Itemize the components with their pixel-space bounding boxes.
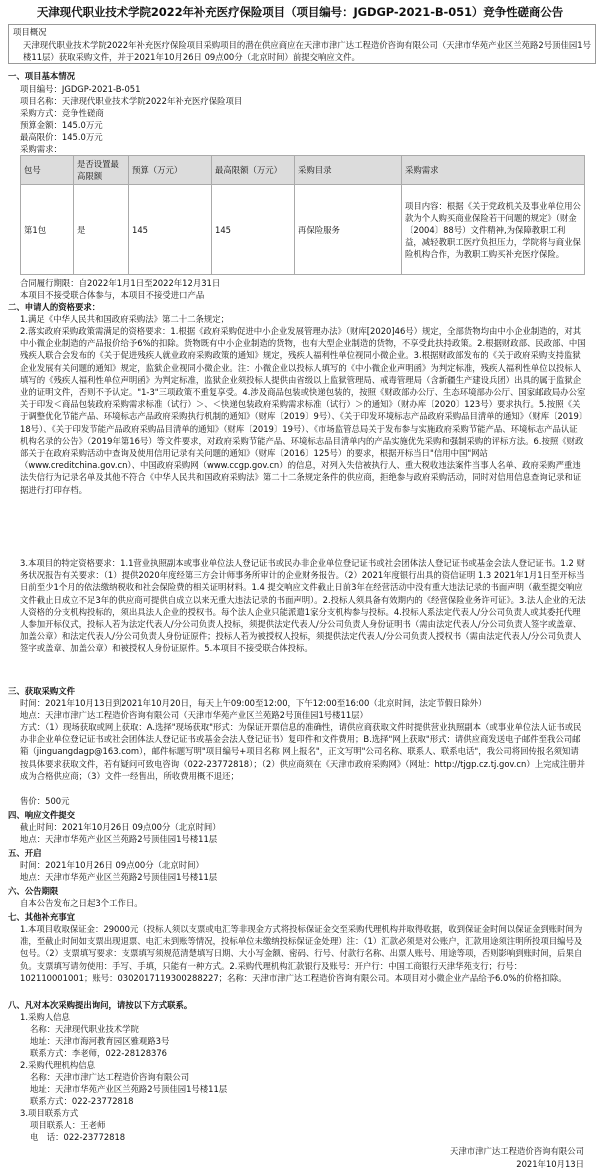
table-row (21, 185, 585, 275)
purchaser-contact: 联系方式：李老师，022-28128376 (30, 1048, 168, 1058)
col-package: 包号 (21, 156, 74, 185)
submission-deadline: 截止时间：2021年10月26日 09点00分（北京时间） (20, 822, 221, 832)
cell-catalog: 再保险服务 (295, 185, 402, 275)
section7-heading: 七、其他补充事宜 (8, 912, 75, 922)
cell-has-limit: 是 (74, 185, 129, 275)
qualification-3: 3.本项目的特定资格要求：1.1营业执照副本或事业单位法人登记证书或民办非企业单位登记证书或社会团体法人登记证书或基金会法人登记证书。1.2 财务状况报告有关要求：（1）提供2020年度经第三方会计师事务所审计的企业财务报告。（2）2021年度银行出具的资信证明 1.3 2021年1月1日至开标当日前至少1个月的依法缴纳税收和社会保险费的相关证明材料。1.4 提交响应文件截止日前3年在经营活动中没有重大违法记录的书面声明（截至提交响应文件截止日成立不足3年的供应商可提供自成立以来无重大违法记录的书面声明）。2.投标人须具备有效期内的《经营保险业务许可证》。3.法人企业的无法人资格的分支机构投标的，须出具法人企业的授权书。每个法人企业只能派遣1家分支机构参与投标。4.投标人系法定代表人/分公司负责人或其委托代理人参加开标仪式，投标人若为法定代表人/分公司负责人投标，须提供法定代表人/分公司负责人身份证明书（需由法定代表人/分公司负责人签字或盖章、加盖公章）和法定代表人/分公司负责人身份证原件；投标人若为被授权人投标，须提供法定代表人/分公司负责人授权书（需由法定代表人/分公司负责人签字或盖章、加盖公章）和被授权人身份证原件。5.本项目不接受联合体投标。 (20, 558, 586, 654)
footer-date: 2021年10月13日 (516, 1159, 584, 1169)
project-name: 项目名称：天津现代职业技术学院2022年补充医疗保险项目 (20, 96, 243, 106)
agency-address: 地址：天津市华苑产业区兰苑路2号顶佳园1号楼11层 (30, 1084, 228, 1094)
acquire-place: 地点：天津市津广达工程造价咨询有限公司（天津市华苑产业区兰苑路2号顶佳园1号楼11层） (20, 710, 368, 720)
overview-text: 天津现代职业技术学院2022年补充医疗保险项目采购项目的潜在供应商应在天津市津广达工程造价咨询有限公司（天津市华苑产业区兰苑路2号顶佳园1号楼11层）获取采购文件，并于2021年10月26日 09点00分（北京时间）前提交响应文件。 (23, 40, 591, 63)
col-limit: 最高限额（万元） (212, 156, 295, 185)
package-table (20, 155, 585, 275)
opening-time: 时间：2021年10月26日 09点00分（北京时间） (20, 860, 204, 870)
agency-name: 名称：天津市津广达工程造价咨询有限公司 (30, 1072, 190, 1082)
qualification-1: 1.满足《中华人民共和国政府采购法》第二十二条规定； (20, 314, 229, 324)
purchaser-address: 地址：天津市海河教育园区雅观路3号 (30, 1036, 170, 1046)
cell-limit: 145 (212, 185, 295, 275)
max-price: 最高限价：145.0万元 (20, 132, 103, 142)
overview-box (8, 24, 596, 64)
notice-period: 自本公告发布之日起3个工作日。 (20, 898, 143, 908)
project-contact-phone: 电 话：022-23772818 (30, 1132, 126, 1142)
col-has-limit: 是否设置最高限额 (74, 156, 129, 185)
budget-amount: 预算金额：145.0万元 (20, 120, 103, 130)
project-number: 项目编号：JGDGP-2021-B-051 (20, 84, 141, 94)
agency-heading: 2.采购代理机构信息 (20, 1060, 95, 1070)
table-header-row (21, 156, 585, 185)
footer-organization: 天津市津广达工程造价咨询有限公司 (450, 1146, 584, 1156)
submission-place: 地点：天津市华苑产业区兰苑路2号顶佳园1号楼11层 (20, 834, 218, 844)
section2-heading: 二、申请人的资格要求： (8, 302, 101, 312)
cell-package: 第1包 (21, 185, 74, 275)
other-matters: 1.本项目收取保证金：29000元（投标人须以支票或电汇等非现金方式将投标保证金交至采购代理机构并取得收据，收到保证金时间以保证金到账时间为准，至截止时间如支票出现退票、电汇未到账等情况，投标单位未缴纳投标保证金处理）注：（1）汇款必须是对公账户，汇款用途须注明所投项目编号及包号。（2）支票填写要求：支票填写须规范清楚填写日期、大小写金额、密码、行号、付款行名称、出票人账号、用途等项，否则影响到账时间，后果自负。支票填写请勿使用：手写、手填，只能有一种方式。2.采购代理机构汇款银行及账号：开户行：中国工商银行天津华苑支行；行号：102110001001；账号：0302017119300288227；名称：天津市津广达工程造价咨询有限公司。本项目对小微企业产品给予6.0%的价格扣除。 (20, 924, 583, 983)
acquire-method: 方式：（1）现场获取或网上获取：A.选择"现场获取"形式：为保证开票信息的准确性，请供应商获取文件时提供营业执照副本（或事业单位法人证书或民办非企业单位登记证书或社会团体法人登记证书或基金会法人登记证书）复印件和文件费用；B.选择"网上获取"形式：请供应商发送电子邮件至我公司邮箱（jinguangdagp@163.com），邮件标题写明"项目编号+项目名称 网上报名"，正文写明"公司名称、联系人、联系电话"，我公司将回传报名须知请按具体要求获取文件，若有疑问可致电咨询（022-23772818）；（2）供应商须在《天津市政府采购网》（网址：http://tjgp.cz.tj.gov.cn）上完成注册并成为合格供应商；（3）文件一经售出，所收费用概不退还； (20, 722, 585, 781)
opening-place: 地点：天津市华苑产业区兰苑路2号顶佳园1号楼11层 (20, 872, 218, 882)
overview-heading: 项目概况 (13, 27, 47, 37)
col-demand: 采购需求 (402, 156, 585, 185)
purchaser-heading: 1.采购人信息 (20, 1012, 70, 1022)
project-contact-heading: 3.项目联系方式 (20, 1108, 79, 1118)
section1-heading: 一、项目基本情况 (8, 71, 75, 81)
agency-contact: 联系方式：022-23772818 (30, 1096, 134, 1106)
section8-heading: 八、凡对本次采购提出询问，请按以下方式联系。 (8, 1000, 193, 1010)
procurement-method: 采购方式：竞争性磋商 (20, 108, 104, 118)
section5-heading: 五、开启 (8, 848, 42, 858)
col-catalog: 采购目录 (295, 156, 402, 185)
purchaser-name: 名称：天津现代职业技术学院 (30, 1024, 139, 1034)
contract-period: 合同履行期限：自2022年1月1日至2022年12月31日 (20, 278, 221, 288)
document-price: 售价：500元 (20, 796, 70, 806)
project-contact-person: 项目联系人：王老师 (30, 1120, 106, 1130)
cell-budget: 145 (129, 185, 212, 275)
page-title: 天津现代职业技术学院2022年补充医疗保险项目（项目编号：JGDGP-2021-B-051）竞争性磋商公告 (36, 5, 564, 19)
qualification-2: 2.落实政府采购政策需满足的资格要求：1.根据《政府采购促进中小企业发展管理办法》（财库[2020]46号）规定，全部货物均由中小企业制造的，对其中小微企业制造的产品报价给予6%的扣除。货物既有中小企业制造的货物，也有大型企业制造的货物，不享受此扶持政策。2.根据财政部、民政部、中国残疾人联合会发布的《关于促进残疾人就业政府采购政策的通知》规定，残疾人福利性单位视同小微企业。3.根据财政部发布的《关于政府采购支持监狱企业发展有关问题的通知》规定，监狱企业视同小微企业。注：小微企业以投标人填写的《中小微企业声明函》为判定标准，残疾人福利性单位以投标人填写的《残疾人福利性单位声明函》为判定标准，监狱企业须投标人提供由省级以上监狱管理局、戒毒管理局（含新疆生产建设兵团）出具的属于监狱企业的证明文件，否则不予认定。"1-3"三项政策不重复享受。4.涉及商品包装或快递包装的，按照《财政部办公厅、生态环境部办公厅、国家邮政局办公室关于印发＜商品包装政府采购需求标准（试行）＞、＜快递包装政府采购需求标准（试行）＞的通知》（财办库〔2020〕123号）要求执行。5.按照《关于调整优化节能产品、环境标志产品政府采购执行机制的通知》（财库〔2019〕9号）、《关于印发环境标志产品政府采购品目清单的通知》（财库〔2019〕18号）、《关于印发节能产品政府采购品目清单的通知》（财库〔2019〕19号）、《市场监管总局关于发布参与实施政府采购节能产品、环境标志产品认证机构名录的公告》（2019年第16号）等文件要求，对政府采购节能产品、环境标志品目清单内的产品实施优先采购和强制采购的评标方法。6.按照《财政部关于在政府采购活动中查询及使用信用记录有关问题的通知》（财库〔2016〕125号）的要求，根据开标当日"信用中国"网站（www.creditchina.gov.cn）、中国政府采购网（www.ccgp.gov.cn）的信息，对列入失信被执行人、重大税收违法案件当事人名单、政府采购严重违法失信行为记录名单及其他不符合《中华人民共和国政府采购法》第二十二条规定条件的供应商，拒绝参与政府采购活动，同时对信用信息查询记录和证据进行打印存档。 (20, 326, 586, 495)
section6-heading: 六、公告期限 (8, 886, 59, 896)
section3-heading: 三、获取采购文件 (8, 686, 75, 696)
cell-demand: 项目内容：根据《关于党政机关及事业单位用公款为个人购买商业保险若干问题的规定》（财金〔2004〕88号）文件精神,为保障教职工利益，减轻教职工医疗负担压力，学院将与商业保险机构合作，为教职工购买补充医疗保险。 (402, 185, 585, 275)
col-budget: 预算（万元） (129, 156, 212, 185)
no-consortium-note: 本项目不接受联合体参与，本项目不接受进口产品 (20, 290, 205, 300)
section4-heading: 四、响应文件提交 (8, 810, 75, 820)
acquire-time: 时间：2021年10月13日到2021年10月20日，每天上午09:00至12:00，下午12:00至16:00（北京时间，法定节假日除外） (20, 698, 487, 708)
demand-label: 采购需求： (20, 144, 62, 154)
